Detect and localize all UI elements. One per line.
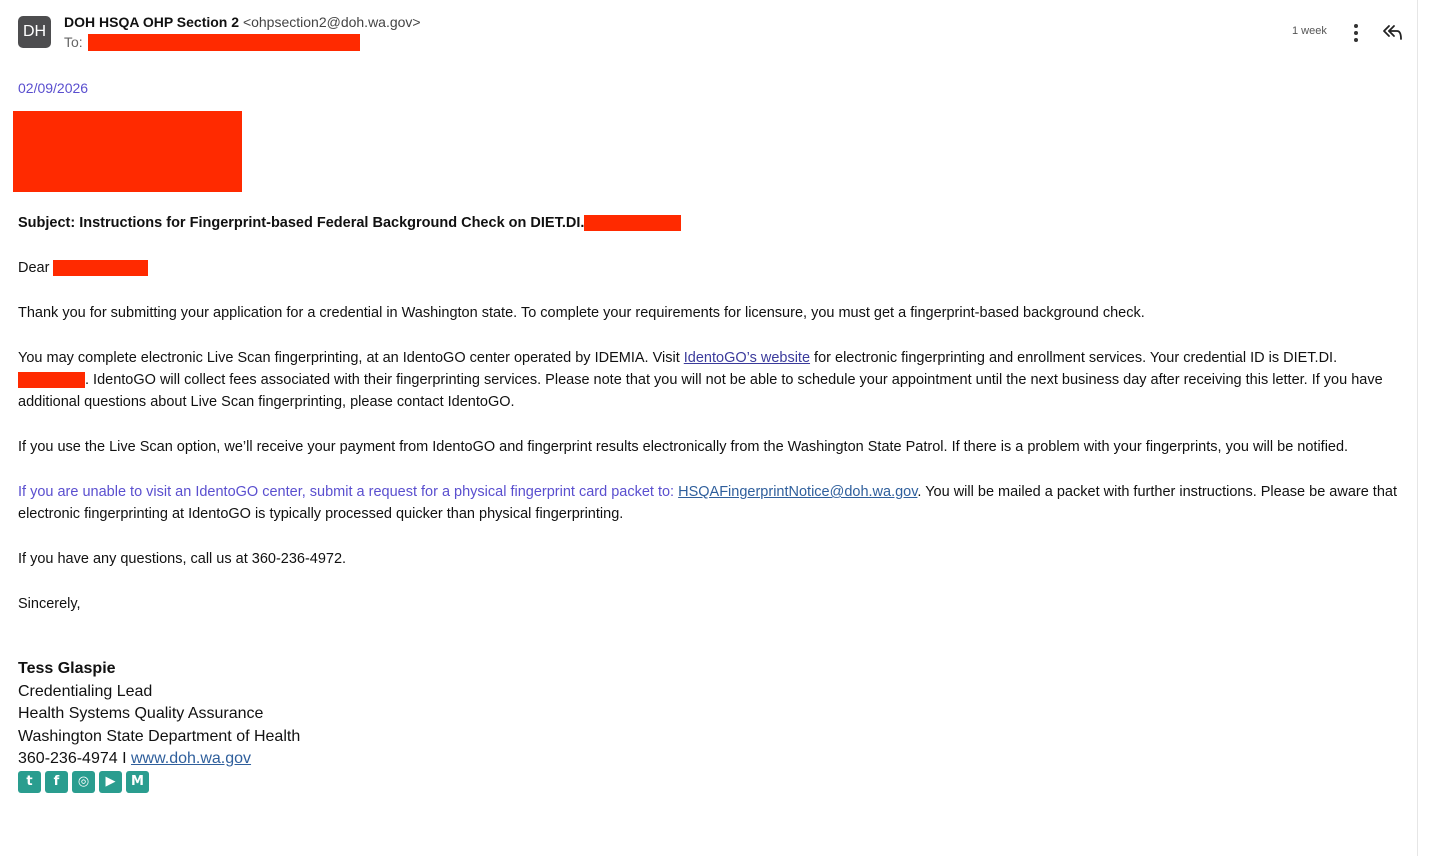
- paragraph-4: [18, 481, 1403, 525]
- p4-rest-text: . You will be mailed a packet with further instructions. Please be aware that electronic fingerprinting at IdentoGO is typically processed quicker than physical fingerprinting.: [18, 484, 1397, 522]
- p2-text-a: You may complete electronic Live Scan fingerprinting, at an IdentoGO center operated by IDEMIA. Visit: [18, 350, 684, 366]
- signature-department: Washington State Department of Health: [18, 727, 301, 745]
- fingerprint-notice-email-link[interactable]: HSQAFingerprintNotice@doh.wa.gov: [678, 484, 918, 500]
- signature-block: [18, 658, 300, 771]
- email-body: [18, 212, 1403, 638]
- twitter-icon[interactable]: t: [18, 771, 41, 793]
- subject-redaction: [584, 215, 681, 231]
- dear-text: Dear: [18, 260, 50, 276]
- sender-line: [64, 14, 421, 30]
- signature-title: Credentialing Lead: [18, 682, 153, 700]
- salutation: [18, 257, 1403, 279]
- message-time: 1 week: [1292, 25, 1327, 37]
- name-redaction: [53, 260, 148, 276]
- reply-all-icon[interactable]: [1380, 20, 1404, 44]
- credential-id-redaction: [18, 372, 85, 388]
- signature-phone: 360-236-4974 I: [18, 750, 131, 767]
- social-icons: [18, 771, 149, 793]
- sender-name: DOH HSQA OHP Section 2: [64, 14, 240, 30]
- instagram-icon[interactable]: ◎: [72, 771, 95, 793]
- paragraph-3: If you use the Live Scan option, we’ll receive your payment from IdentoGO and fingerprint results electronically from the Washington State Patrol. If there is a problem with your fingerprints, you will be notified.: [18, 439, 1349, 455]
- paragraph-5: If you have any questions, call us at 360-236-4972.: [18, 551, 347, 567]
- vertical-dots-icon[interactable]: [1345, 22, 1367, 44]
- p4-purple-text: If you are unable to visit an IdentoGO center, submit a request for a physical fingerprint card packet to:: [18, 484, 679, 500]
- signature-contact: [18, 748, 300, 771]
- youtube-icon[interactable]: ▶: [99, 771, 122, 793]
- closing: Sincerely,: [18, 596, 81, 612]
- doh-website-link[interactable]: www.doh.wa.gov: [130, 750, 252, 767]
- medium-icon[interactable]: M: [126, 771, 149, 793]
- paragraph-1: Thank you for submitting your application for a credential in Washington state. To complete your requirements for licensure, you must get a fingerprint-based background check.: [18, 305, 1145, 321]
- recipient-redaction: [88, 34, 360, 51]
- subject-text: Subject: Instructions for Fingerprint-based Federal Background Check on DIET.DI.: [18, 215, 585, 231]
- recipient-line: [64, 34, 83, 50]
- to-label: To:: [64, 34, 83, 50]
- letter-date: 02/09/2026: [18, 80, 89, 96]
- address-redaction: [13, 111, 242, 192]
- sender-avatar: DH: [18, 16, 51, 48]
- letter-subject: [18, 212, 1403, 234]
- p2-text-b: for electronic fingerprinting and enrollment services. Your credential ID is DIET.DI.: [810, 350, 1338, 366]
- sender-email: <ohpsection2@doh.wa.gov>: [242, 14, 421, 30]
- signature-name: Tess Glaspie: [18, 660, 116, 677]
- identogo-website-link[interactable]: IdentoGO’s website: [683, 350, 811, 366]
- paragraph-2: [18, 347, 1403, 413]
- p2-text-c: . IdentoGO will collect fees associated with their fingerprinting services. Please note that you will not be able to schedule your appointment until the next business day after receiving this letter. If you have additional questions about Live Scan fingerprinting, please contact IdentoGO.: [18, 372, 1383, 410]
- signature-division: Health Systems Quality Assurance: [18, 705, 264, 722]
- facebook-icon[interactable]: f: [45, 771, 68, 793]
